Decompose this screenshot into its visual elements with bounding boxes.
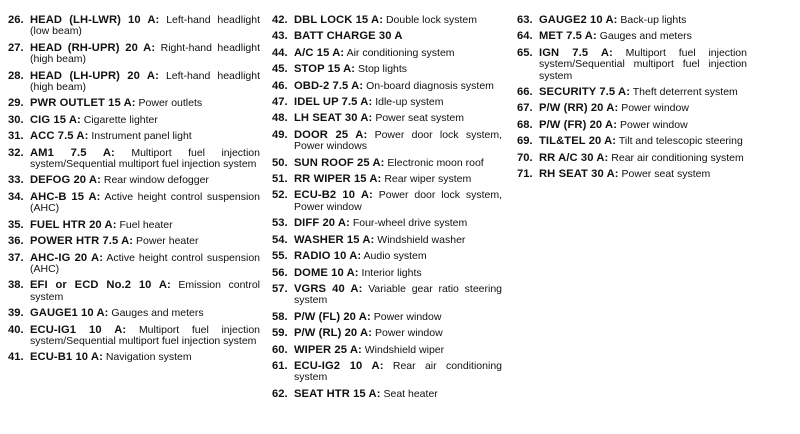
fuse-number: 38.	[8, 279, 24, 292]
fuse-label: P/W (RR) 20 A:	[539, 102, 619, 115]
fuse-label: AM1 7.5 A:	[30, 146, 115, 159]
fuse-label: DEFOG 20 A:	[30, 174, 101, 187]
fuse-text	[30, 71, 260, 94]
fuse-description: Power window	[621, 102, 689, 115]
fuse-description: Rear air conditioning system	[611, 151, 744, 164]
fuse-label: HEAD (LH-LWR) 10 A:	[30, 14, 160, 26]
fuse-text	[294, 113, 502, 124]
fuse-description: Left-hand headlight (high beam)	[30, 69, 260, 94]
fuse-number: 44.	[272, 46, 288, 59]
fuse-text	[30, 98, 260, 109]
fuse-label: AHC-IG 20 A:	[30, 251, 104, 264]
fuse-text	[30, 131, 260, 142]
fuse-text	[294, 268, 502, 279]
fuse-entry	[272, 158, 502, 169]
fuse-number: 40.	[8, 323, 24, 336]
fuse-description: Windshield wiper	[364, 343, 445, 356]
fuse-number: 26.	[8, 14, 24, 26]
fuse-text	[294, 284, 502, 307]
fuse-label: P/W (RL) 20 A:	[294, 327, 373, 340]
fuse-description: On-board diagnosis system	[366, 79, 494, 92]
fuse-text	[30, 192, 260, 215]
fuse-label: HEAD (RH-UPR) 20 A:	[30, 41, 156, 54]
fuse-label: ECU-IG2 10 A:	[294, 359, 384, 372]
fuse-label: POWER HTR 7.5 A:	[30, 235, 134, 248]
fuse-entry	[8, 131, 260, 142]
fuse-description: Rear window defogger	[103, 174, 209, 187]
fuse-entry	[8, 236, 260, 247]
fuse-text	[294, 190, 502, 213]
fuse-description: Gauges and meters	[599, 30, 692, 43]
fuse-entry	[517, 31, 747, 42]
fuse-description: Idle-up system	[375, 96, 444, 109]
fuse-number: 52.	[272, 189, 288, 202]
fuse-label: DOOR 25 A:	[294, 128, 368, 141]
fuse-entry	[272, 31, 502, 42]
fuse-text	[539, 48, 747, 82]
fuse-number: 31.	[8, 130, 24, 143]
fuse-number: 41.	[8, 351, 24, 364]
fuse-label: DBL LOCK 15 A:	[294, 14, 384, 26]
fuse-list-column-3	[517, 15, 747, 185]
fuse-text	[294, 361, 502, 384]
fuse-description: Active height control suspension (AHC)	[30, 190, 260, 215]
fuse-number: 50.	[272, 156, 288, 169]
fuse-number: 43.	[272, 30, 288, 43]
fuse-label: RR A/C 30 A:	[539, 151, 609, 164]
fuse-entry	[272, 312, 502, 323]
fuse-number: 53.	[272, 217, 288, 230]
fuse-number: 35.	[8, 218, 24, 231]
fuse-text	[539, 103, 747, 114]
fuse-label: ECU-B2 10 A:	[294, 189, 373, 202]
fuse-number: 69.	[517, 135, 533, 148]
fuse-label: TIL&TEL 20 A:	[539, 135, 617, 148]
fuse-label: OBD-2 7.5 A:	[294, 79, 364, 92]
fuse-description: Back-up lights	[620, 14, 687, 26]
fuse-label: VGRS 40 A:	[294, 282, 363, 295]
fuse-text	[30, 253, 260, 276]
fuse-entry	[517, 120, 747, 131]
fuse-entry	[272, 251, 502, 262]
fuse-description: Rear air conditioning system	[294, 359, 502, 384]
fuse-number: 47.	[272, 96, 288, 109]
fuse-label: PWR OUTLET 15 A:	[30, 97, 136, 110]
fuse-entry	[272, 361, 502, 384]
fuse-entry	[272, 389, 502, 400]
fuse-number: 33.	[8, 174, 24, 187]
fuse-text	[294, 158, 502, 169]
fuse-description: Active height control suspension (AHC)	[30, 251, 260, 275]
fuse-label: SEAT HTR 15 A:	[294, 387, 381, 400]
fuse-number: 62.	[272, 387, 288, 400]
fuse-label: CIG 15 A:	[30, 113, 81, 126]
fuse-description: Air conditioning system	[346, 46, 455, 59]
fuse-number: 61.	[272, 359, 288, 372]
fuse-text	[294, 130, 502, 153]
fuse-text	[539, 136, 747, 147]
fuse-label: ECU-IG1 10 A:	[30, 323, 127, 336]
fuse-description: Double lock system	[385, 14, 478, 26]
fuse-entry	[272, 15, 502, 26]
fuse-number: 32.	[8, 146, 24, 159]
fuse-description: Stop lights	[358, 63, 408, 76]
fuse-description: Rear wiper system	[384, 173, 472, 186]
fuse-number: 63.	[517, 14, 533, 26]
fuse-text	[30, 115, 260, 126]
fuse-text	[294, 97, 502, 108]
fuse-number: 71.	[517, 168, 533, 181]
fuse-label: DOME 10 A:	[294, 266, 359, 279]
fuse-list-column-2	[272, 15, 502, 405]
fuse-entry	[272, 113, 502, 124]
fuse-entry	[272, 174, 502, 185]
fuse-number: 58.	[272, 310, 288, 323]
fuse-description: Power door lock system, Power window	[294, 189, 503, 213]
fuse-description: Four-wheel drive system	[352, 217, 468, 230]
fuse-text	[30, 148, 260, 171]
fuse-label: WASHER 15 A:	[294, 233, 375, 246]
fuse-number: 37.	[8, 251, 24, 264]
fuse-text	[539, 31, 747, 42]
fuse-number: 27.	[8, 41, 24, 54]
fuse-number: 54.	[272, 233, 288, 246]
fuse-entry	[8, 325, 260, 348]
fuse-number: 45.	[272, 63, 288, 76]
fuse-number: 67.	[517, 102, 533, 115]
fuse-label: SECURITY 7.5 A:	[539, 86, 631, 99]
fuse-description: Interior lights	[361, 266, 422, 279]
fuse-number: 46.	[272, 79, 288, 92]
fuse-entry	[517, 15, 747, 26]
fuse-text	[294, 81, 502, 92]
fuse-text	[30, 175, 260, 186]
fuse-entry	[272, 130, 502, 153]
fuse-text	[30, 280, 260, 303]
fuse-label: IDEL UP 7.5 A:	[294, 96, 373, 109]
fuse-description: Navigation system	[105, 351, 192, 364]
fuse-entry	[8, 308, 260, 319]
fuse-label: WIPER 25 A:	[294, 343, 362, 356]
fuse-number: 42.	[272, 14, 288, 26]
fuse-label: GAUGE2 10 A:	[539, 14, 618, 26]
fuse-text	[294, 48, 502, 59]
fuse-text	[294, 312, 502, 323]
fuse-description: Electronic moon roof	[387, 156, 484, 169]
fuse-description: Emission control system	[30, 279, 261, 303]
fuse-number: 57.	[272, 282, 288, 295]
fuse-entry	[517, 153, 747, 164]
fuse-number: 29.	[8, 97, 24, 110]
fuse-entry	[272, 64, 502, 75]
fuse-text	[30, 352, 260, 363]
fuse-text	[294, 15, 502, 26]
fuse-entry	[8, 98, 260, 109]
fuse-number: 59.	[272, 327, 288, 340]
fuse-entry	[8, 175, 260, 186]
fuse-entry	[517, 103, 747, 114]
fuse-label: MET 7.5 A:	[539, 30, 597, 43]
fuse-entry	[272, 81, 502, 92]
fuse-text	[539, 169, 747, 180]
fuse-entry	[272, 97, 502, 108]
fuse-label: AHC-B 15 A:	[30, 190, 101, 203]
fuse-entry	[272, 48, 502, 59]
fuse-text	[539, 87, 747, 98]
fuse-entry	[272, 235, 502, 246]
fuse-description: Variable gear ratio steering system	[294, 282, 503, 307]
fuse-text	[294, 64, 502, 75]
fuse-number: 49.	[272, 128, 288, 141]
fuse-text	[30, 325, 260, 348]
fuse-text	[294, 389, 502, 400]
fuse-text	[539, 153, 747, 164]
fuse-number: 30.	[8, 113, 24, 126]
fuse-number: 48.	[272, 112, 288, 125]
fuse-label: EFI or ECD No.2 10 A:	[30, 279, 171, 292]
fuse-description: Tilt and telescopic steering	[618, 135, 743, 148]
fuse-description: Multiport fuel injection system/Sequential multiport fuel injection system	[30, 323, 260, 347]
fuse-label: DIFF 20 A:	[294, 217, 350, 230]
fuse-description: Fuel heater	[119, 218, 173, 231]
fuse-description: Seat heater	[383, 387, 438, 400]
fuse-description: Cigarette lighter	[83, 113, 158, 126]
fuse-description: Windshield washer	[377, 233, 466, 246]
fuse-number: 36.	[8, 235, 24, 248]
fuse-number: 70.	[517, 151, 533, 164]
fuse-description: Power door lock system, Power windows	[294, 128, 502, 153]
fuse-description: Power window	[373, 310, 442, 323]
fuse-description: Power seat system	[621, 168, 711, 181]
fuse-label: P/W (FL) 20 A:	[294, 310, 371, 323]
fuse-text	[539, 120, 747, 131]
fuse-entry	[8, 15, 260, 38]
fuse-label: IGN 7.5 A:	[539, 46, 613, 59]
fuse-entry	[8, 43, 260, 66]
fuse-label: STOP 15 A:	[294, 63, 356, 76]
fuse-entry	[517, 48, 747, 82]
fuse-entry	[8, 352, 260, 363]
fuse-label: SUN ROOF 25 A:	[294, 156, 385, 169]
fuse-number: 64.	[517, 30, 533, 43]
fuse-description: Instrument panel light	[91, 130, 192, 143]
fuse-number: 55.	[272, 250, 288, 263]
fuse-label: ACC 7.5 A:	[30, 130, 89, 143]
fuse-entry	[8, 115, 260, 126]
fuse-entry	[272, 328, 502, 339]
fuse-number: 56.	[272, 266, 288, 279]
fuse-list-column-1	[8, 15, 260, 369]
fuse-entry	[517, 87, 747, 98]
fuse-label: RADIO 10 A:	[294, 250, 362, 263]
fuse-label: RH SEAT 30 A:	[539, 168, 619, 181]
fuse-entry	[8, 280, 260, 303]
fuse-entry	[272, 345, 502, 356]
fuse-text	[30, 43, 260, 66]
fuse-description: Power heater	[136, 235, 199, 248]
fuse-entry	[8, 192, 260, 215]
fuse-description: Left-hand headlight (low beam)	[30, 14, 261, 38]
fuse-description: Power window	[619, 118, 688, 131]
fuse-entry	[8, 71, 260, 94]
fuse-text	[294, 328, 502, 339]
fuse-number: 60.	[272, 343, 288, 356]
fuse-number: 68.	[517, 118, 533, 131]
fuse-text	[539, 15, 747, 26]
fuse-label: GAUGE1 10 A:	[30, 307, 109, 320]
fuse-description: Multiport fuel injection system/Sequential multiport fuel injection system	[539, 46, 747, 82]
fuse-label: ECU-B1 10 A:	[30, 351, 103, 364]
fuse-description: Multiport fuel injection system/Sequential multiport fuel injection system	[30, 146, 260, 171]
fuse-text	[294, 174, 502, 185]
fuse-description: Right-hand headlight (high beam)	[30, 41, 261, 66]
fuse-label: RR WIPER 15 A:	[294, 173, 382, 186]
fuse-entry	[272, 268, 502, 279]
fuse-label: HEAD (LH-UPR) 20 A:	[30, 69, 159, 82]
fuse-description: Gauges and meters	[111, 307, 204, 320]
fuse-text	[294, 345, 502, 356]
fuse-label: FUEL HTR 20 A:	[30, 218, 117, 231]
fuse-description: Theft deterrent system	[632, 86, 738, 99]
fuse-entry	[8, 220, 260, 231]
fuse-number: 51.	[272, 173, 288, 186]
fuse-description: Power window	[374, 327, 443, 340]
fuse-text	[294, 235, 502, 246]
fuse-number: 65.	[517, 46, 533, 59]
fuse-number: 28.	[8, 69, 24, 82]
fuse-number: 66.	[517, 86, 533, 99]
fuse-text	[30, 220, 260, 231]
fuse-number: 39.	[8, 307, 24, 320]
fuse-entry	[517, 136, 747, 147]
fuse-description: Power outlets	[138, 97, 203, 110]
fuse-text	[294, 251, 502, 262]
fuse-number: 34.	[8, 190, 24, 203]
fuse-description: Audio system	[363, 250, 427, 263]
fuse-text	[294, 31, 502, 42]
fuse-entry	[272, 218, 502, 229]
fuse-entry	[272, 190, 502, 213]
fuse-entry	[272, 284, 502, 307]
fuse-text	[30, 15, 260, 38]
fuse-text	[30, 308, 260, 319]
fuse-description: Power seat system	[375, 112, 465, 125]
fuse-label: BATT CHARGE 30 A	[294, 30, 403, 43]
fuse-label: A/C 15 A:	[294, 46, 345, 59]
fuse-entry	[517, 169, 747, 180]
fuse-label: P/W (FR) 20 A:	[539, 118, 618, 131]
fuse-entry	[8, 148, 260, 171]
fuse-text	[30, 236, 260, 247]
fuse-text	[294, 218, 502, 229]
fuse-label: LH SEAT 30 A:	[294, 112, 373, 125]
fuse-entry	[8, 253, 260, 276]
